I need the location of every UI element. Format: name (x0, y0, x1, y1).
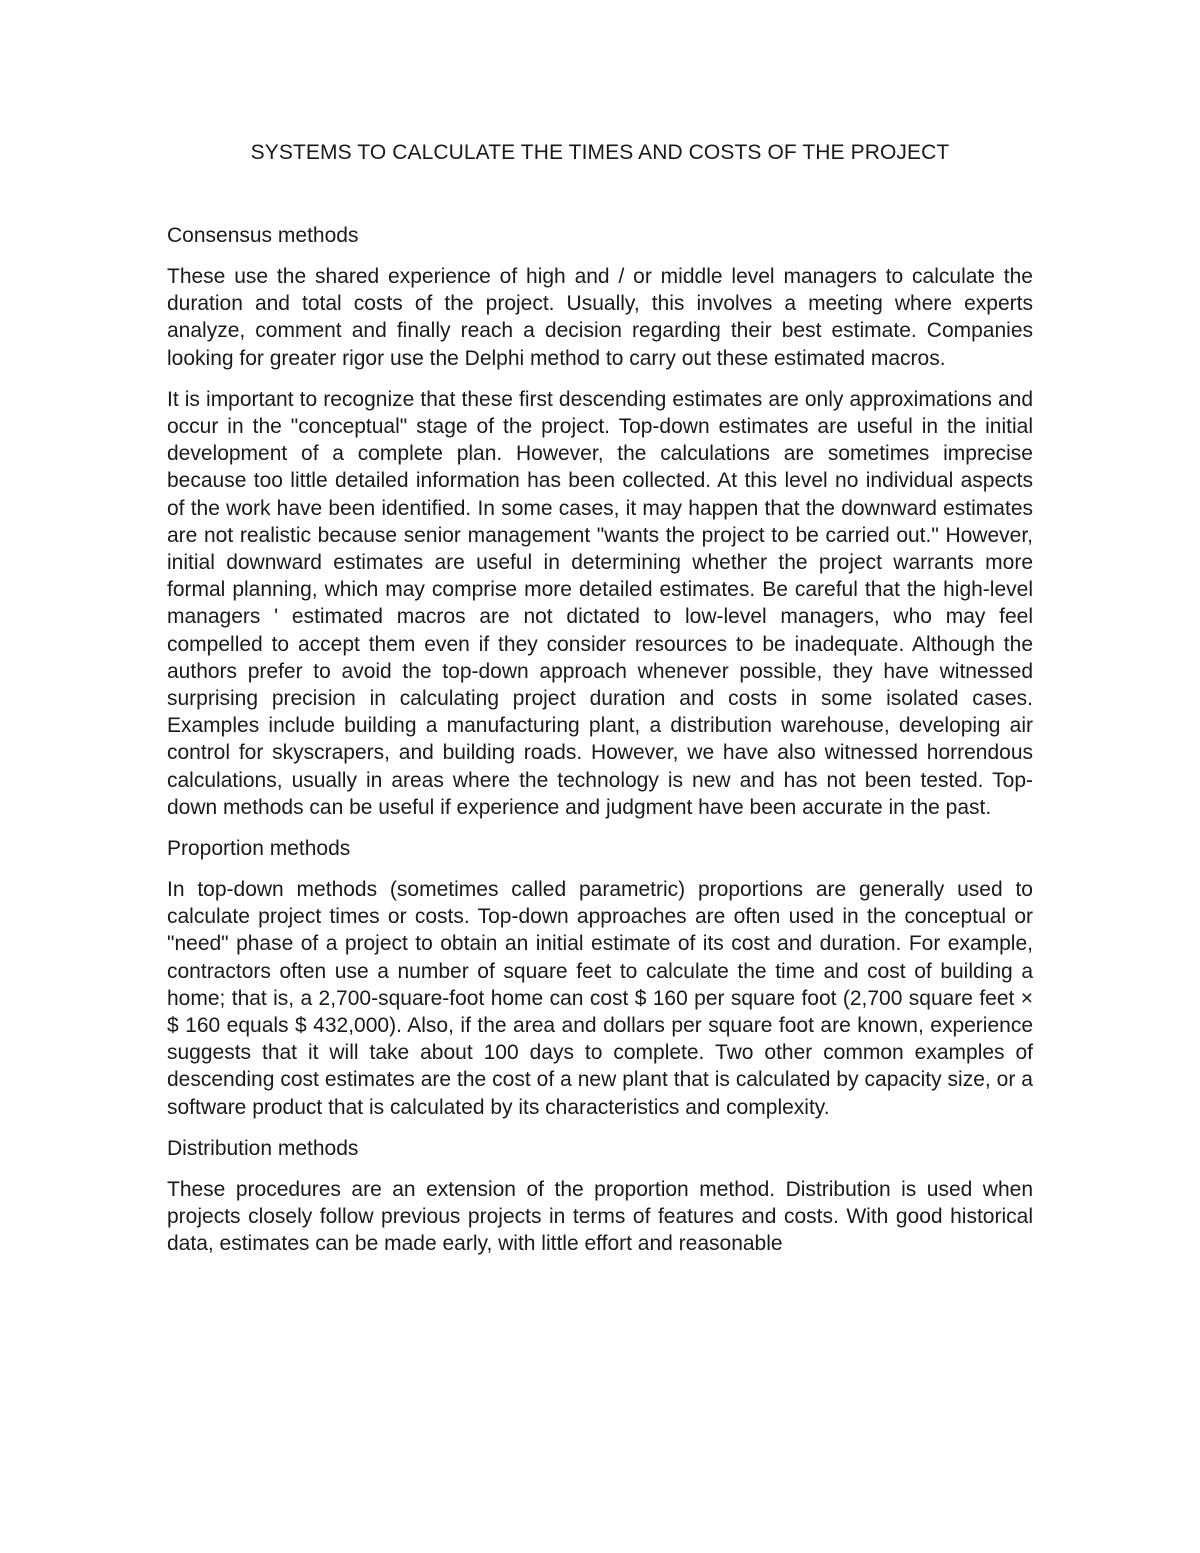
section-heading-distribution-methods: Distribution methods (167, 1136, 359, 1160)
document-content (167, 138, 1033, 1258)
section-heading-consensus-methods: Consensus methods (167, 224, 359, 247)
section-heading-proportion-methods: Proportion methods (167, 837, 351, 861)
distribution-paragraph-1: These procedures are an extension of the proportion method. Distribution is used when projects closely follow previous projects in terms of features and costs. With good historical data, estimates can be made early, with little effort and reasonable (167, 1177, 1033, 1256)
document-title: SYSTEMS TO CALCULATE THE TIMES AND COSTS OF THE PROJECT (250, 141, 950, 164)
consensus-paragraph-2: It is important to recognize that these first descending estimates are only approximations and occur in the "conceptual" stage of the project. Top-down estimates are useful in the initial development of a complete plan. However, the calculations are sometimes imprecise because too little detailed information has been collected. At this level no individual aspects of the work have been identified. In some cases, it may happen that the downward estimates are not realistic because senior management "wants the project to be carried out." However, initial downward estimates are useful in determining whether the project warrants more formal planning, which may comprise more detailed estimates. Be careful that the high-level managers ' estimated macros are not dictated to low-level managers, who may feel compelled to accept them even if they consider resources to be inadequate. Although the authors prefer to avoid the top-down approach whenever possible, they have witnessed surprising precision in calculating project duration and costs in some isolated cases. Examples include building a manufacturing plant, a distribution warehouse, developing air control for skyscrapers, and building roads. However, we have also witnessed horrendous calculations, usually in areas where the technology is new and has not been tested. Top-down methods can be useful if experience and judgment have been accurate in the past. (167, 387, 1033, 819)
consensus-paragraph-1: These use the shared experience of high and / or middle level managers to calculate the duration and total costs of the project. Usually, this involves a meeting where experts analyze, comment and finally reach a decision regarding their best estimate. Companies looking for greater rigor use the Delphi method to carry out these estimated macros. (167, 265, 1033, 370)
proportion-paragraph-1: In top-down methods (sometimes called parametric) proportions are generally used to calculate project times or costs. Top-down approaches are often used in the conceptual or "need" phase of a project to obtain an initial estimate of its cost and duration. For example, contractors often use a number of square feet to calculate the time and cost of building a home; that is, a 2,700-square-foot home can cost $ 160 per square foot (2,700 square feet × $ 160 equals $ 432,000). Also, if the area and dollars per square foot are known, experience suggests that it will take about 100 days to complete. Two other common examples of descending cost estimates are the cost of a new plant that is calculated by capacity size, or a software product that is calculated by its characteristics and complexity. (167, 878, 1033, 1119)
